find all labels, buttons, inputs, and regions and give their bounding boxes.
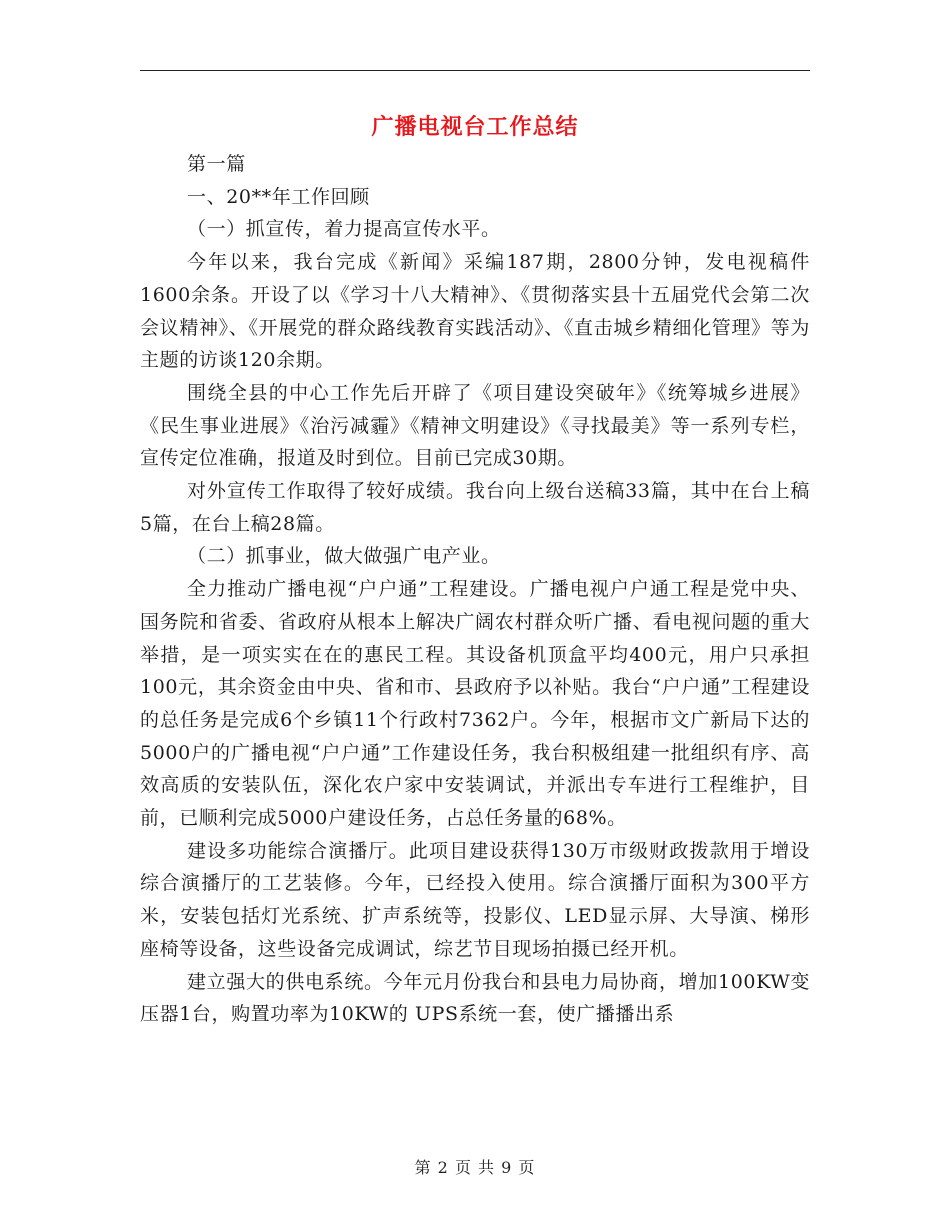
subsection-heading: （一）抓宣传，着力提高宣传水平。 (187, 218, 501, 241)
header-rule (140, 70, 810, 71)
document-body (140, 148, 810, 1031)
paragraph: 建立强大的供电系统。今年元月份我台和县电力局协商，增加100KW变压器1台，购置功率为10KW的 UPS系统一套，使广播播出系 (140, 970, 810, 1026)
document-title: 广播电视台工作总结 (371, 115, 579, 140)
paragraph: 建设多功能综合演播厅。此项目建设获得130万市级财政拨款用于增设综合演播厅的工艺装修。今年，已经投入使用。综合演播厅面积为300平方米，安装包括灯光系统、扩声系统等，投影仪、LED显示屏、大导演、梯形座椅等设备，这些设备完成调试，综艺节目现场拍摄已经开机。 (140, 839, 810, 960)
paragraph: 围绕全县的中心工作先后开辟了《项目建设突破年》《统筹城乡进展》《民生事业进展》《治污减霾》《精神文明建设》《寻找最美》等一系列专栏，宣传定位准确，报道及时到位。目前已完成30期。 (140, 381, 810, 470)
subsection-heading: （二）抓事业，做大做强广电产业。 (187, 545, 501, 568)
section-label: 第一篇 (187, 153, 246, 175)
page-number: 第 2 页 共 9 页 (414, 1158, 536, 1177)
paragraph: 今年以来，我台完成《新闻》采编187期，2800分钟，发电视稿件1600余条。开设了以《学习十八大精神》、《贯彻落实县十五届党代会第二次会议精神》、《开展党的群众路线教育实践活动》、《直击城乡精细化管理》等为主题的访谈120余期。 (140, 251, 810, 372)
paragraph: 对外宣传工作取得了较好成绩。我台向上级台送稿33篇，其中在台上稿5篇，在台上稿28篇。 (140, 480, 810, 535)
paragraph: 全力推动广播电视“户户通”工程建设。广播电视户户通工程是党中央、国务院和省委、省政府从根本上解决广阔农村群众听广播、看电视问题的重大举措，是一项实实在在的惠民工程。其设备机顶盒平均400元，用户只承担100元，其余资金由中央、省和市、县政府予以补贴。我台“户户通”工程建设的总任务是完成6个乡镇11个行政村7362户。今年，根据市文广新局下达的5000户的广播电视“户户通”工作建设任务，我台积极组建一批组织有序、高效高质的安装队伍，深化农户家中安装调试，并派出专车进行工程维护，目前，已顺利完成5000户建设任务，占总任务量的68%。 (140, 578, 810, 830)
section-heading: 一、20**年工作回顾 (187, 185, 370, 208)
